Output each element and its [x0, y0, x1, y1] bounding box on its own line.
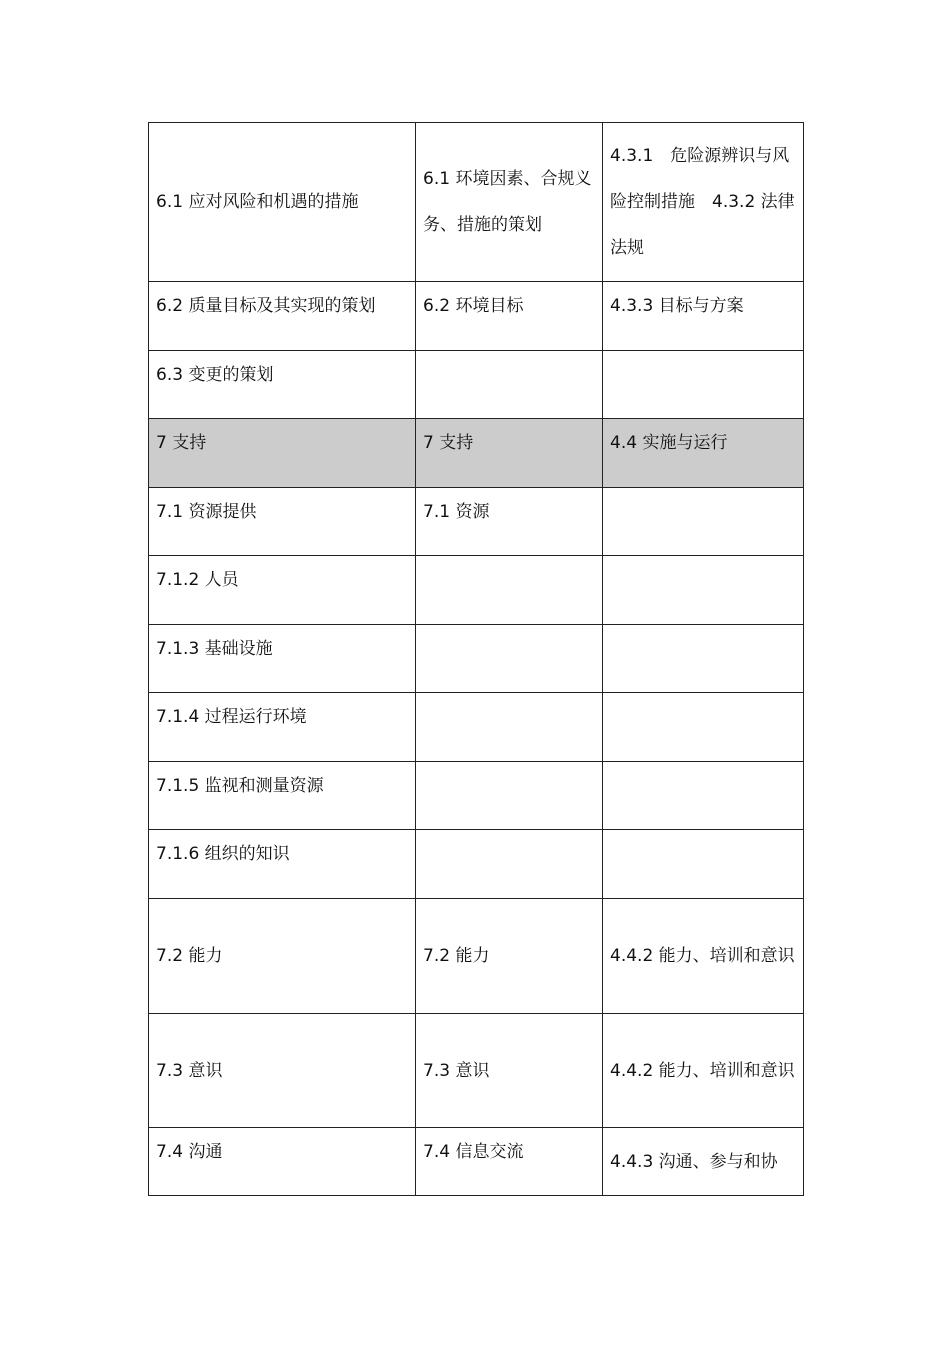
- table-row: [149, 625, 804, 693]
- table-cell: [416, 693, 603, 762]
- table-cell: [603, 488, 804, 556]
- table-cell: 7.3 意识: [149, 1014, 416, 1128]
- table-cell: 6.2 环境目标: [416, 282, 603, 351]
- table-cell: [603, 693, 804, 762]
- table-cell: [603, 351, 804, 419]
- table-cell: 7.1 资源: [416, 488, 603, 556]
- table-cell: 4.3.3 目标与方案: [603, 282, 804, 351]
- table-cell: 4.4.3 沟通、参与和协: [603, 1128, 804, 1196]
- table-cell: 7.3 意识: [416, 1014, 603, 1128]
- table-row: [149, 762, 804, 830]
- table-cell: 6.1 应对风险和机遇的措施: [149, 123, 416, 282]
- table-row: [149, 488, 804, 556]
- table-cell: 7.1.2 人员: [149, 556, 416, 625]
- table-cell: 4.3.1 危险源辨识与风险控制措施 4.3.2 法律法规: [603, 123, 804, 282]
- table-row: [149, 282, 804, 351]
- table-cell: 4.4 实施与运行: [603, 419, 804, 488]
- table-cell: [416, 830, 603, 899]
- table-row: [149, 693, 804, 762]
- table-cell: 4.4.2 能力、培训和意识: [603, 899, 804, 1014]
- table-cell: 7.1 资源提供: [149, 488, 416, 556]
- table-row: [149, 419, 804, 488]
- table-cell: 4.4.2 能力、培训和意识: [603, 1014, 804, 1128]
- table-cell: [416, 625, 603, 693]
- table-cell: 7.4 信息交流: [416, 1128, 603, 1196]
- table-cell: 6.3 变更的策划: [149, 351, 416, 419]
- table-row: [149, 123, 804, 282]
- table-cell: 6.1 环境因素、合规义务、措施的策划: [416, 123, 603, 282]
- table-cell: 7.1.5 监视和测量资源: [149, 762, 416, 830]
- table-cell: 7.1.4 过程运行环境: [149, 693, 416, 762]
- table-row: [149, 556, 804, 625]
- table-cell: [603, 556, 804, 625]
- table-cell: [603, 625, 804, 693]
- table-cell: 6.2 质量目标及其实现的策划: [149, 282, 416, 351]
- table-cell: [416, 556, 603, 625]
- table-cell: [603, 762, 804, 830]
- table-cell: [416, 351, 603, 419]
- table-cell: 7.2 能力: [416, 899, 603, 1014]
- clause-mapping-table: [148, 122, 804, 1196]
- table-cell: 7.2 能力: [149, 899, 416, 1014]
- table-row: [149, 351, 804, 419]
- table-row: [149, 830, 804, 899]
- table-cell: [603, 830, 804, 899]
- table-row: [149, 1128, 804, 1196]
- table-row: [149, 1014, 804, 1128]
- table-cell: 7.1.6 组织的知识: [149, 830, 416, 899]
- table-cell: 7.4 沟通: [149, 1128, 416, 1196]
- table-cell: 7 支持: [149, 419, 416, 488]
- table-cell: 7 支持: [416, 419, 603, 488]
- table-cell: 7.1.3 基础设施: [149, 625, 416, 693]
- table-row: [149, 899, 804, 1014]
- table-cell: [416, 762, 603, 830]
